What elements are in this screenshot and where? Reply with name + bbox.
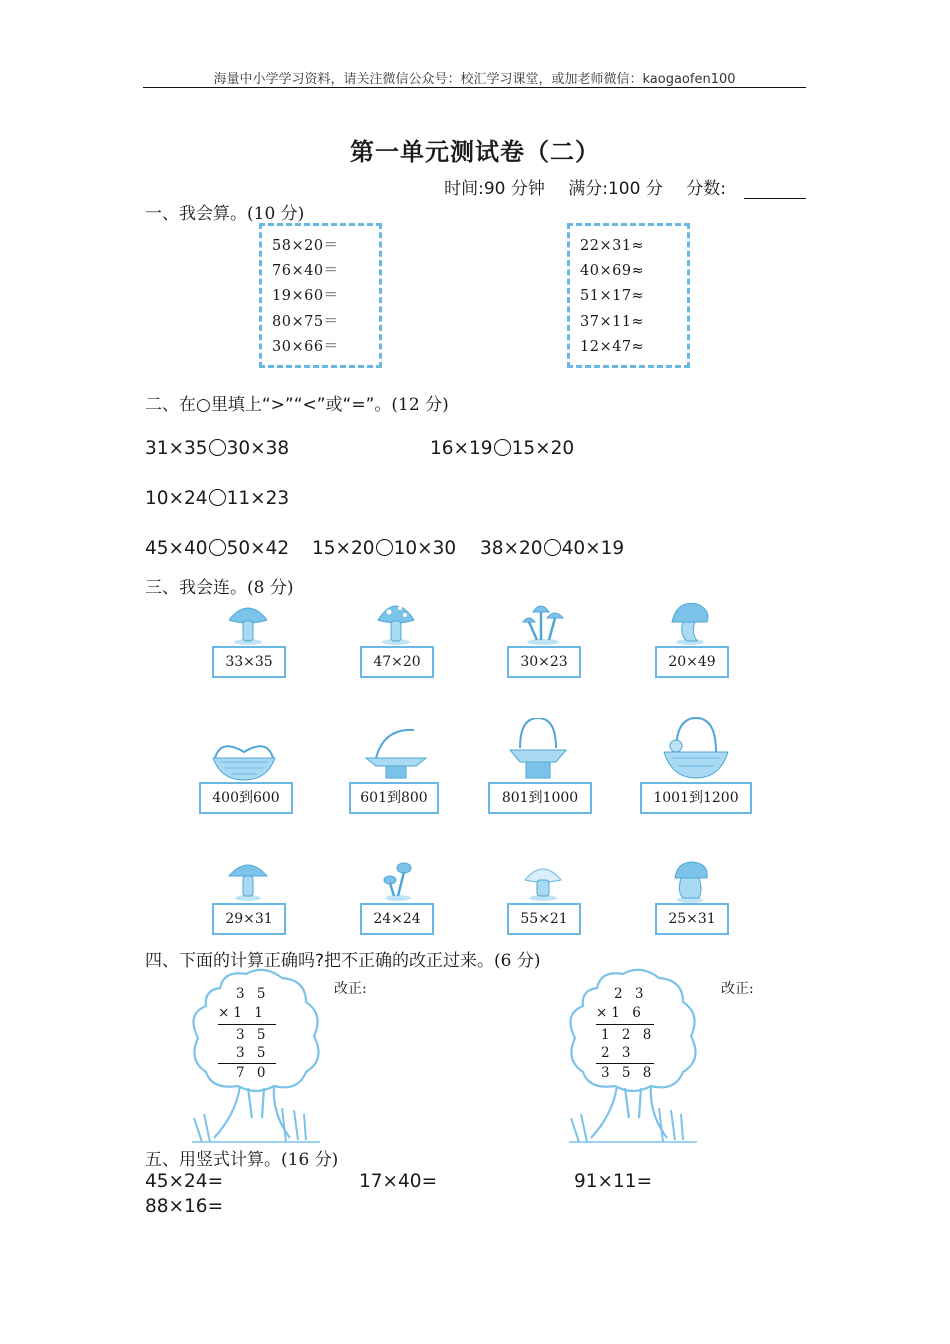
vertical-calc-problem: 91×11= <box>574 1171 653 1192</box>
fix-label: 改正: <box>334 981 367 997</box>
multiplier: ×1 6 <box>596 1005 645 1021</box>
compare-right: 50×42 <box>226 538 290 559</box>
mushroom-tag: 29×31 <box>212 903 286 935</box>
compare-circle[interactable] <box>209 489 226 506</box>
compare-item <box>145 438 289 459</box>
compare-item <box>312 538 456 559</box>
score-blank[interactable] <box>744 180 806 199</box>
estimate-item: 22×31≈ <box>580 238 645 254</box>
score-label: 分数: <box>686 179 726 199</box>
full-score: 满分:100 分 <box>568 179 663 199</box>
calc-item: 19×60＝ <box>272 288 339 305</box>
section-1-title: 一、我会算。 <box>145 204 247 224</box>
range-tag: 400到600 <box>199 782 293 814</box>
compare-right: 11×23 <box>226 488 290 509</box>
compare-circle[interactable] <box>209 439 226 456</box>
section-2-heading <box>145 390 449 415</box>
mushrooms-icon <box>519 598 567 646</box>
calc-rule <box>218 1024 276 1025</box>
multiplicand: 2 3 <box>614 986 648 1002</box>
calc-result: 7 0 <box>236 1065 270 1081</box>
multiplier: ×1 1 <box>218 1005 267 1021</box>
compare-item <box>145 538 289 559</box>
range-tag: 801到1000 <box>488 782 592 814</box>
partial-product: 1 2 8 <box>601 1027 656 1043</box>
calc-box-right <box>567 223 690 368</box>
page-title: 第一单元测试卷（二） <box>350 137 600 166</box>
section-2-points: (12 分) <box>391 395 449 415</box>
mushroom-tag: 25×31 <box>655 903 729 935</box>
calc-rule <box>596 1024 654 1025</box>
section-4-points: (6 分) <box>494 951 541 971</box>
compare-right: 30×38 <box>226 438 290 459</box>
section-3-heading <box>145 573 293 598</box>
section-1-heading <box>145 199 304 224</box>
vertical-calc-problem: 45×24= <box>145 1171 224 1192</box>
calc-item: 80×75＝ <box>272 313 339 330</box>
calc-item: 58×20＝ <box>272 238 339 254</box>
compare-right: 15×20 <box>511 438 575 459</box>
header-note: 海量中小学学习资料，请关注微信公众号：校汇学习课堂，或加老师微信：kaogaofen100 <box>213 72 736 87</box>
section-3-points: (8 分) <box>247 578 294 598</box>
calc-rule <box>596 1063 654 1064</box>
calc-box-left <box>259 223 382 368</box>
calc-item: 76×40＝ <box>272 263 339 280</box>
compare-right: 10×30 <box>393 538 457 559</box>
mushroom-icon <box>669 860 711 904</box>
vertical-calc-problem: 17×40= <box>359 1171 438 1192</box>
compare-right: 40×19 <box>561 538 625 559</box>
basket-icon <box>211 736 277 782</box>
compare-left: 15×20 <box>312 538 375 559</box>
section-3-title: 三、我会连。 <box>145 578 247 598</box>
mushrooms-icon <box>378 860 418 902</box>
estimate-item: 40×69≈ <box>580 263 645 280</box>
mushroom-icon <box>374 598 418 646</box>
header-divider <box>143 87 806 88</box>
partial-product: 3 5 <box>236 1045 270 1061</box>
vertical-calc-right <box>592 986 656 1086</box>
mushroom-tag: 24×24 <box>360 903 434 935</box>
estimate-item: 12×47≈ <box>580 338 645 355</box>
compare-circle[interactable] <box>376 539 393 556</box>
compare-item <box>430 438 574 459</box>
section-5-title: 五、用竖式计算。 <box>145 1150 281 1170</box>
mushroom-icon <box>225 600 271 646</box>
compare-item <box>480 538 624 559</box>
range-tag: 1001到1200 <box>640 782 752 814</box>
basket-icon <box>662 716 730 782</box>
range-tag: 601到800 <box>349 782 439 814</box>
vertical-calc-left <box>214 986 278 1086</box>
basket-icon <box>508 718 568 782</box>
estimate-item: 51×17≈ <box>580 288 645 305</box>
estimate-item: 37×11≈ <box>580 313 645 330</box>
compare-left: 10×24 <box>145 488 208 509</box>
section-5-points: (16 分) <box>281 1150 339 1170</box>
calc-item: 30×66＝ <box>272 338 339 355</box>
exam-meta <box>426 174 806 199</box>
calc-result: 3 5 8 <box>601 1065 656 1081</box>
mushroom-icon <box>667 600 713 646</box>
compare-item <box>145 488 289 509</box>
section-2-title: 二、在○里填上“>”“<”或“=”。 <box>145 395 392 415</box>
mushroom-tag: 55×21 <box>507 903 581 935</box>
partial-product: 3 5 <box>236 1027 270 1043</box>
multiplicand: 3 5 <box>236 986 270 1002</box>
mushroom-icon <box>227 858 269 902</box>
section-1-points: (10 分) <box>247 204 305 224</box>
mushroom-tag: 47×20 <box>360 646 434 678</box>
compare-circle[interactable] <box>209 539 226 556</box>
time-limit: 时间:90 分钟 <box>444 179 545 199</box>
compare-circle[interactable] <box>494 439 511 456</box>
compare-circle[interactable] <box>544 539 561 556</box>
vertical-calc-problem: 88×16= <box>145 1196 224 1217</box>
basket-icon <box>364 726 428 782</box>
compare-left: 45×40 <box>145 538 208 559</box>
section-4-title: 四、下面的计算正确吗?把不正确的改正过来。 <box>145 951 495 971</box>
section-5-heading <box>145 1145 338 1170</box>
mushroom-tag: 30×23 <box>507 646 581 678</box>
partial-product: 2 3 <box>601 1045 635 1061</box>
compare-left: 16×19 <box>430 438 493 459</box>
mushroom-tag: 20×49 <box>655 646 729 678</box>
calc-rule <box>218 1063 276 1064</box>
mushroom-tag: 33×35 <box>212 646 286 678</box>
compare-left: 31×35 <box>145 438 208 459</box>
mushroom-icon <box>521 860 565 902</box>
fix-label: 改正: <box>721 981 754 997</box>
compare-left: 38×20 <box>480 538 543 559</box>
